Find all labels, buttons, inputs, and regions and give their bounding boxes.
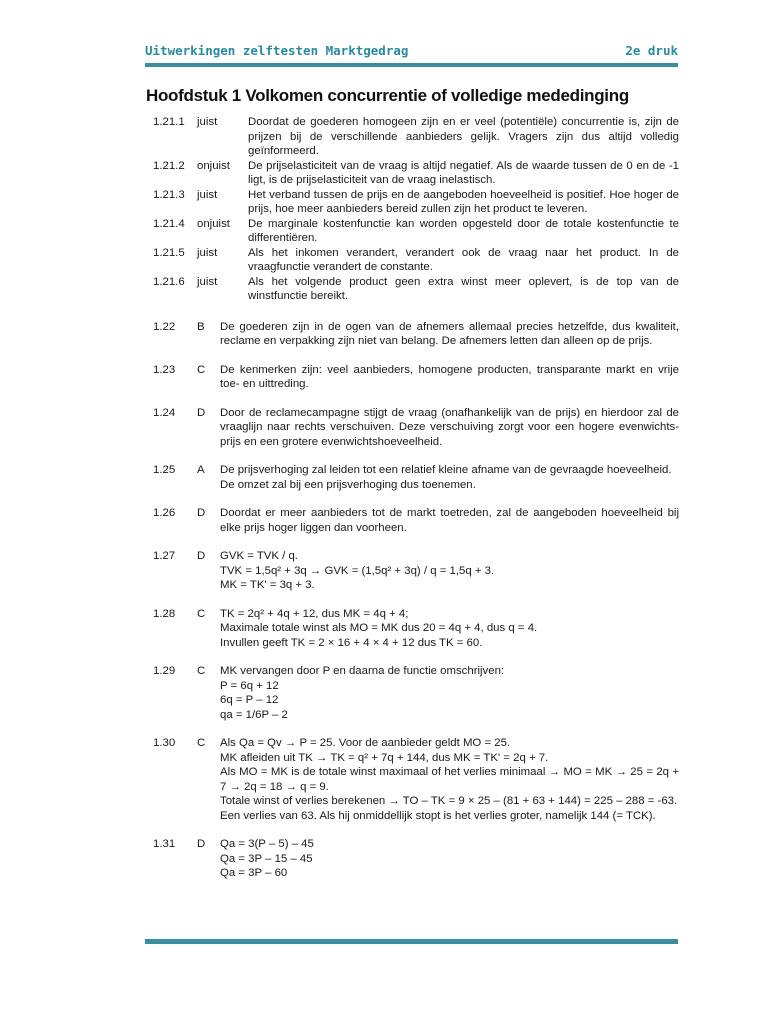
sub-answer-row xyxy=(153,159,679,188)
answer-value: juist xyxy=(197,246,218,259)
explanation-text xyxy=(220,320,679,349)
explanation-line: Qa = 3(P – 5) – 45 xyxy=(220,838,314,850)
answer-choice: C xyxy=(197,665,206,677)
explanation-text xyxy=(220,463,679,492)
explanation-text xyxy=(220,607,679,651)
footer-rule xyxy=(145,939,678,944)
question-number: 1.24 xyxy=(153,406,176,419)
explanation-line: GVK = TVK / q. xyxy=(220,550,298,562)
answer-choice: C xyxy=(197,737,206,749)
explanation-text: Doordat de goederen homogeen zijn en er veel (potentiële) concurrentie is, zijn de prijzen bij de verschillende aanbieders gelijk. Vragers zijn dus altijd volledig geïnformeerd. xyxy=(248,116,679,157)
answer-choice: C xyxy=(197,363,206,376)
answer-row xyxy=(153,463,679,492)
explanation-text: De prijselasticiteit van de vraag is altijd negatief. Als de waarde tussen de 0 en de -1 ligt, is de prijselasticiteit van de vraag inelastisch. xyxy=(248,159,679,186)
question-number: 1.21.2 xyxy=(153,159,185,172)
answer-value: onjuist xyxy=(197,159,230,172)
answer-row xyxy=(153,736,679,823)
question-number: 1.25 xyxy=(153,464,176,476)
answer-row xyxy=(153,406,679,450)
question-number: 1.21.3 xyxy=(153,188,185,201)
question-number: 1.21.4 xyxy=(153,217,185,230)
sub-answer-row xyxy=(153,115,679,159)
question-number: 1.31 xyxy=(153,838,176,850)
explanation-line: Als Qa = Qv → P = 25. Voor de aanbieder geldt MO = 25. xyxy=(220,737,511,749)
answer-value: onjuist xyxy=(197,217,230,230)
question-number: 1.21.1 xyxy=(153,116,185,128)
header-rule xyxy=(145,63,678,67)
explanation-line: MK vervangen door P en daarna de functie omschrijven: xyxy=(220,665,505,677)
answer-choice: D xyxy=(197,406,206,419)
question-number: 1.23 xyxy=(153,363,176,376)
explanation-line: Doordat er meer aanbieders tot de markt toetreden, zal de aangeboden hoeveelheid bij elke prijs hoger liggen dan voorheen. xyxy=(220,507,679,534)
explanation-line: De goederen zijn in de ogen van de afnemers allemaal precies hetzelfde, dus kwaliteit, reclame en verpakking zijn niet van belang. De afnemers letten dan alleen op de prijs. xyxy=(220,320,679,347)
header-edition: 2e druk xyxy=(625,43,678,58)
explanation-line: De prijsverhoging zal leiden tot een relatief kleine afname van de gevraagde hoeveelheid. xyxy=(220,464,672,476)
explanation-text xyxy=(220,406,679,450)
answer-choice: D xyxy=(197,838,206,850)
answer-row xyxy=(153,549,679,593)
explanation-text: De marginale kostenfunctie kan worden opgesteld door de totale kostenfunctie te differentiëren. xyxy=(248,217,679,244)
explanation-text xyxy=(220,549,679,593)
explanation-text: Als het volgende product geen extra winst meer oplevert, is de top van de winstfunctie bereikt. xyxy=(248,275,679,302)
explanation-line: Maximale totale winst als MO = MK dus 20 = 4q + 4, dus q = 4. xyxy=(220,622,538,634)
question-number: 1.30 xyxy=(153,737,176,749)
explanation-line: Een verlies van 63. Als hij onmiddellijk stopt is het verlies groter, namelijk 144 (= TCK). xyxy=(220,809,656,822)
sub-answer-list xyxy=(153,115,679,304)
answer-value: juist xyxy=(197,188,218,201)
explanation-line: De omzet zal bij een prijsverhoging dus toenemen. xyxy=(220,478,476,491)
explanation-text xyxy=(220,736,679,823)
answer-list xyxy=(153,320,679,881)
sub-answer-row xyxy=(153,188,679,217)
answer-choice: A xyxy=(197,464,205,476)
explanation-text xyxy=(220,363,679,392)
question-number: 1.28 xyxy=(153,607,176,620)
explanation-line: TK = 2q² + 4q + 12, dus MK = 4q + 4; xyxy=(220,607,409,620)
answer-row xyxy=(153,607,679,651)
answer-row xyxy=(153,506,679,535)
sub-answer-row xyxy=(153,217,679,246)
explanation-line: P = 6q + 12 xyxy=(220,679,279,692)
answer-value: juist xyxy=(197,275,218,288)
answer-choice: C xyxy=(197,607,206,620)
explanation-line: De kenmerken zijn: veel aanbieders, homogene producten, transparante markt en vrije toe- en uittreding. xyxy=(220,363,679,390)
answers-content xyxy=(153,115,679,881)
header-title: Uitwerkingen zelftesten Marktgedrag xyxy=(145,43,409,58)
explanation-text xyxy=(220,506,679,535)
page-header xyxy=(145,43,678,59)
answer-row xyxy=(153,664,679,722)
explanation-line: Qa = 3P – 15 – 45 xyxy=(220,852,313,865)
explanation-line: Door de reclamecampagne stijgt de vraag (onafhankelijk van de prijs) en hierdoor zal de vraaglijn naar rechts verschuiven. Deze verschuiving zorgt voor een hogere evenwichts-prijs en een grotere evenwichtshoeveelheid. xyxy=(220,406,679,448)
answer-row xyxy=(153,363,679,392)
explanation-line: MK = TK' = 3q + 3. xyxy=(220,579,315,591)
answer-choice: D xyxy=(197,550,206,562)
explanation-text xyxy=(220,837,679,881)
answer-row xyxy=(153,837,679,881)
question-number: 1.22 xyxy=(153,320,176,333)
explanation-line: Qa = 3P – 60 xyxy=(220,867,288,879)
explanation-line: 6q = P – 12 xyxy=(220,694,279,706)
sub-answer-row xyxy=(153,275,679,304)
question-number: 1.29 xyxy=(153,665,176,677)
question-number: 1.21.5 xyxy=(153,246,185,259)
question-number: 1.21.6 xyxy=(153,275,185,288)
answer-choice: B xyxy=(197,320,205,333)
question-number: 1.26 xyxy=(153,507,176,519)
explanation-line: Invullen geeft TK = 2 × 16 + 4 × 4 + 12 dus TK = 60. xyxy=(220,636,483,649)
answer-value: juist xyxy=(197,116,218,128)
chapter-title: Hoofdstuk 1 Volkomen concurrentie of volledige mededinging xyxy=(146,86,629,105)
question-number: 1.27 xyxy=(153,550,176,562)
sub-answer-row xyxy=(153,246,679,275)
explanation-text: Het verband tussen de prijs en de aangeboden hoeveelheid is positief. Hoe hoger de prijs, hoe meer aanbieders bereid zullen zijn het product te leveren. xyxy=(248,188,679,215)
explanation-line: qa = 1/6P – 2 xyxy=(220,708,288,721)
answer-row xyxy=(153,320,679,349)
explanation-text: Als het inkomen verandert, verandert ook de vraag naar het product. In de vraagfunctie verandert de constante. xyxy=(248,246,679,273)
explanation-text xyxy=(220,664,679,722)
answer-choice: D xyxy=(197,507,206,519)
explanation-line: MK afleiden uit TK → TK = q² + 7q + 144, dus MK = TK' = 2q + 7. xyxy=(220,751,549,764)
explanation-line: Totale winst of verlies berekenen → TO – TK = 9 × 25 – (81 + 63 + 144) = 225 – 288 = -63. xyxy=(220,795,678,807)
explanation-line: TVK = 1,5q² + 3q → GVK = (1,5q² + 3q) / q = 1,5q + 3. xyxy=(220,564,495,577)
explanation-line: Als MO = MK is de totale winst maximaal of het verlies minimaal → MO = MK → 25 = 2q + 7 → 2q = 18 → q = 9. xyxy=(220,766,679,793)
